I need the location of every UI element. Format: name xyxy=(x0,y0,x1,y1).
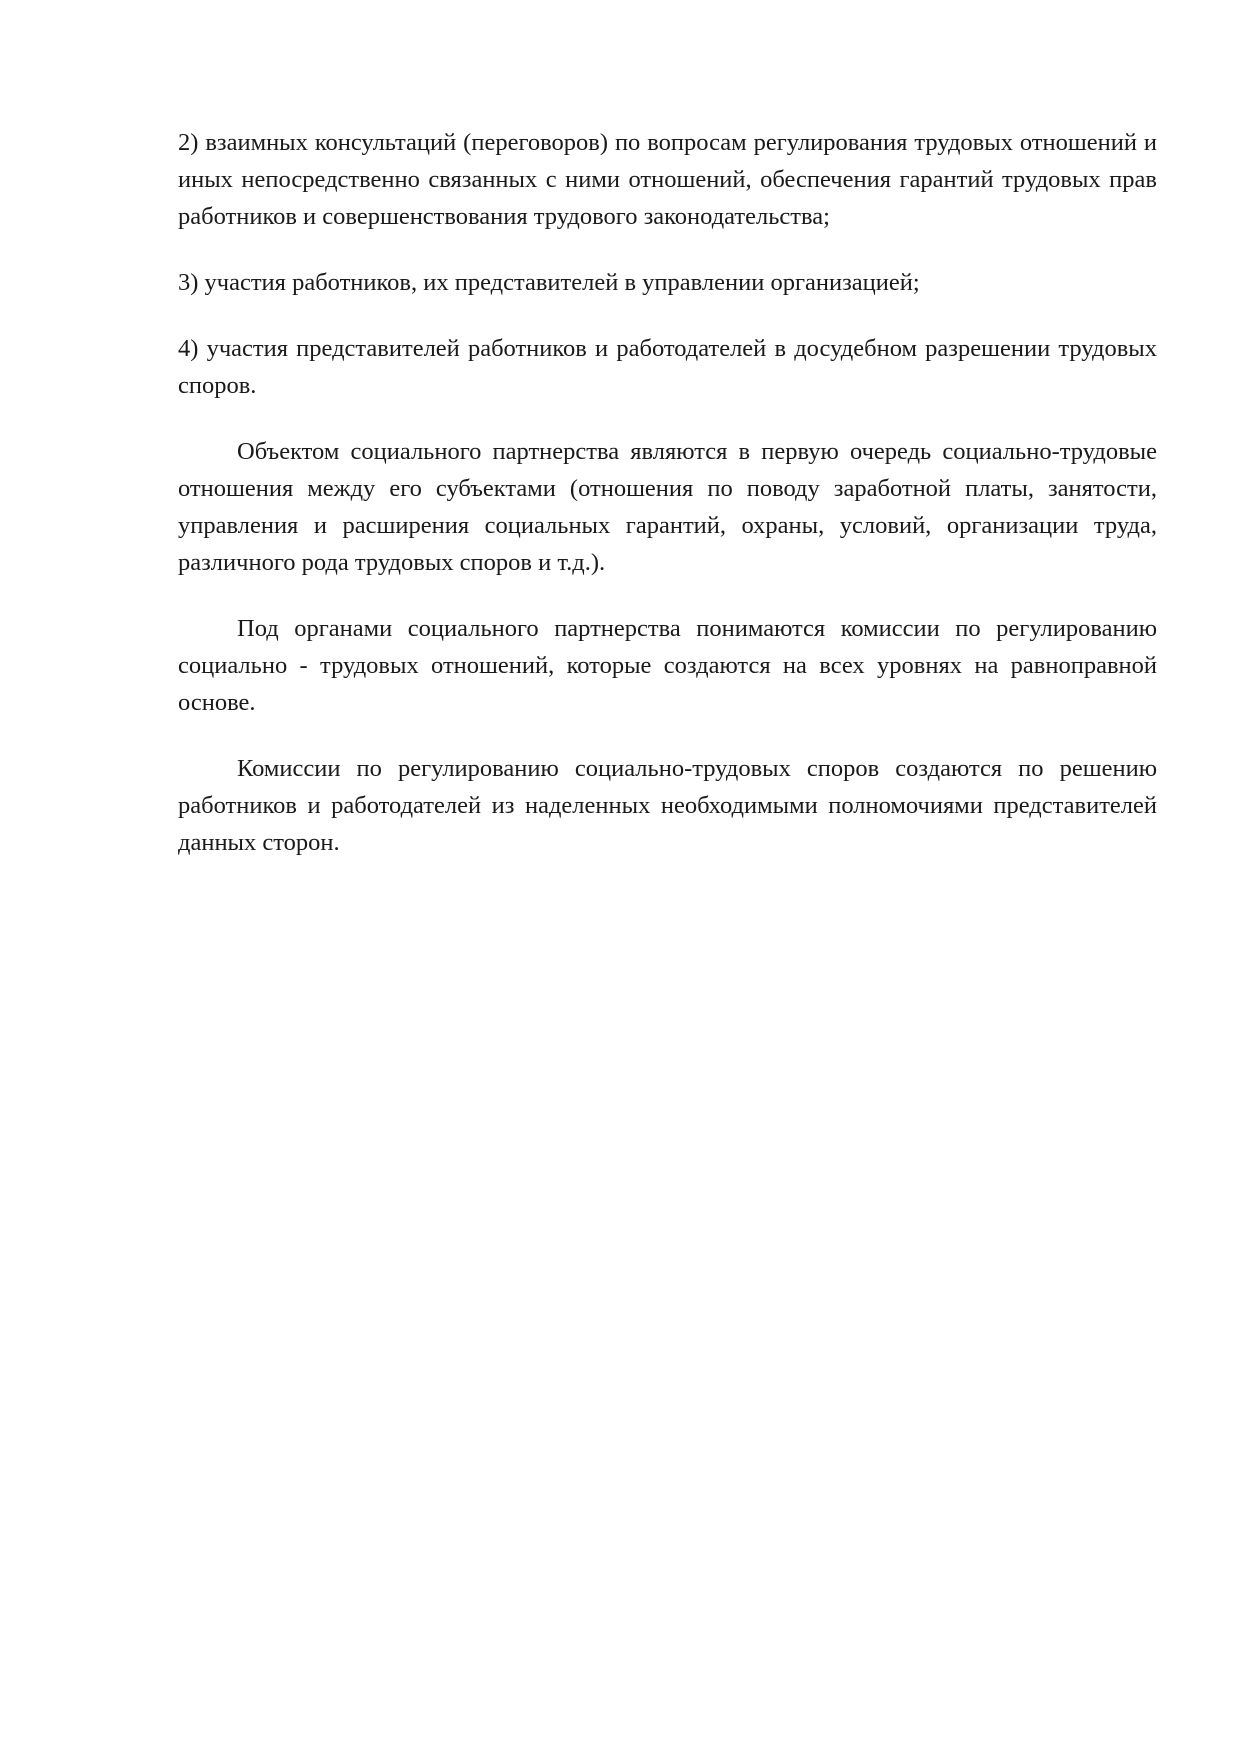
list-item-4: 4) участия представителей работников и работодателей в досудебном разрешении трудовых споров. xyxy=(178,335,1157,399)
paragraph-commissions: Комиссии по регулированию социально-трудовых споров создаются по решению работников и работодателей из наделенных необходимыми полномочиями представителей данных сторон. xyxy=(178,755,1157,856)
list-item-3: 3) участия работников, их представителей в управлении организацией; xyxy=(178,269,920,296)
list-item-2: 2) взаимных консультаций (переговоров) по вопросам регулирования трудовых отношений и иных непосредственно связанных с ними отношений, обеспечения гарантий трудовых прав работников и совершенствования трудового законодательства; xyxy=(178,129,1157,230)
document-body xyxy=(178,124,1157,890)
paragraph-object: Объектом социального партнерства являются в первую очередь социально-трудовые отношения между его субъектами (отношения по поводу заработной платы, занятости, управления и расширения социальных гарантий, охраны, условий, организации труда, различного рода трудовых споров и т.д.). xyxy=(178,438,1157,576)
paragraph-bodies: Под органами социального партнерства понимаются комиссии по регулированию социально - трудовых отношений, которые создаются на всех уровнях на равноправной основе. xyxy=(178,615,1157,716)
